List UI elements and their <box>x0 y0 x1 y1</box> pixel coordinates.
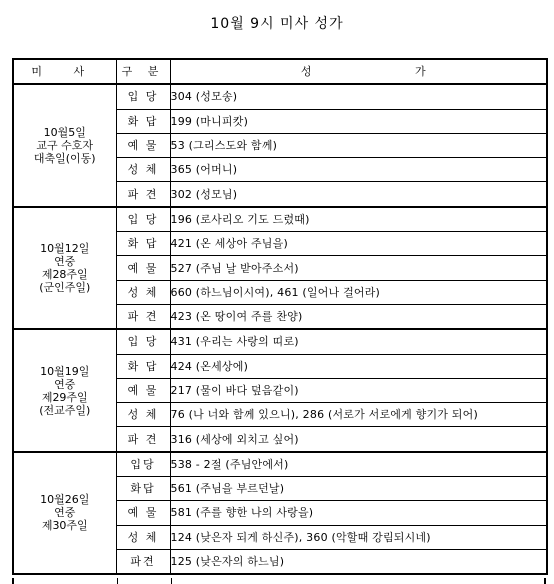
hymn-cell: 538 - 2절 (주님안에서) <box>170 452 547 477</box>
hymn-cell: 421 (온 세상아 주님을) <box>170 232 547 256</box>
part-cell: 화답 <box>116 477 170 501</box>
part-cell: 입당 <box>116 452 170 477</box>
mass-line: 교구 수호자 <box>36 139 94 153</box>
part-cell: 파견 <box>116 549 170 574</box>
hymn-cell: 217 (물이 바다 덮음같이) <box>170 378 547 402</box>
mass-cell <box>13 84 116 206</box>
hymn-cell: 424 (온세상에) <box>170 354 547 378</box>
hymn-cell: 365 (어머니) <box>170 158 547 182</box>
header-song <box>170 59 547 84</box>
mass-line: 10월5일 <box>43 126 86 140</box>
header-row <box>13 59 547 84</box>
table-row <box>13 329 547 354</box>
hymn-cell: 561 (주님을 부르던날) <box>170 477 547 501</box>
hymn-cell: 302 (성모님) <box>170 182 547 207</box>
part-cell: 화 답 <box>116 354 170 378</box>
table-continuation <box>12 578 546 584</box>
mass-line: 제30주일 <box>41 519 88 533</box>
mass-line: 연중 <box>54 506 76 520</box>
hymn-cell: 316 (세상에 외치고 싶어) <box>170 427 547 452</box>
mass-line: 10월26일 <box>40 493 90 507</box>
mass-line: 연중 <box>54 255 76 269</box>
table-row <box>13 452 547 477</box>
hymn-cell: 431 (우리는 사랑의 띠로) <box>170 329 547 354</box>
part-cell: 입 당 <box>116 207 170 232</box>
column-divider <box>117 578 118 584</box>
part-cell: 성 체 <box>116 158 170 182</box>
part-cell: 파 견 <box>116 427 170 452</box>
hymn-cell: 76 (나 너와 함께 있으니), 286 (서로가 서로에게 향기가 되어) <box>170 403 547 427</box>
part-cell: 성 체 <box>116 280 170 304</box>
mass-line: 제29주일 <box>41 390 88 404</box>
hymn-cell: 423 (온 땅이여 주를 찬양) <box>170 304 547 329</box>
mass-line: (군인주일) <box>39 281 91 295</box>
part-cell: 성 체 <box>116 525 170 549</box>
mass-line: (전교주일) <box>39 403 91 417</box>
hymn-cell: 660 (하느님이시여), 461 (일어나 걸어라) <box>170 280 547 304</box>
part-cell: 성 체 <box>116 403 170 427</box>
mass-line: 10월19일 <box>40 364 90 378</box>
hymn-table <box>12 58 548 575</box>
part-cell: 예 물 <box>116 501 170 525</box>
header-kind: 구 분 <box>116 59 170 84</box>
part-cell: 파 견 <box>116 182 170 207</box>
part-cell: 화 답 <box>116 232 170 256</box>
table-row <box>13 207 547 232</box>
part-cell: 입 당 <box>116 84 170 109</box>
part-cell: 화 답 <box>116 109 170 133</box>
mass-line: 대축일(이동) <box>33 152 96 166</box>
mass-cell <box>13 452 116 574</box>
mass-cell <box>13 329 116 451</box>
mass-line: 연중 <box>54 377 76 391</box>
hymn-cell: 53 (그리스도와 함께) <box>170 133 547 157</box>
column-divider <box>171 578 172 584</box>
table-row <box>13 84 547 109</box>
hymn-cell: 527 (주님 날 받아주소서) <box>170 256 547 280</box>
hymn-cell: 124 (낮은자 되게 하신주), 360 (악할때 강림되시네) <box>170 525 547 549</box>
part-cell: 파 견 <box>116 304 170 329</box>
mass-line: 제28주일 <box>41 268 88 282</box>
hymn-cell: 196 (로사리오 기도 드렸때) <box>170 207 547 232</box>
hymn-cell: 304 (성모송) <box>170 84 547 109</box>
hymn-cell: 199 (마니피캇) <box>170 109 547 133</box>
mass-line: 10월12일 <box>40 242 90 256</box>
part-cell: 예 물 <box>116 256 170 280</box>
page-title: 10월 9시 미사 성가 <box>210 16 344 32</box>
hymn-cell: 125 (낮은자의 하느님) <box>170 549 547 574</box>
hymn-cell: 581 (주를 향한 나의 사랑을) <box>170 501 547 525</box>
part-cell: 예 물 <box>116 133 170 157</box>
part-cell: 입 당 <box>116 329 170 354</box>
header-song-label: 성 가 <box>300 65 476 79</box>
header-mass: 미 사 <box>13 59 116 84</box>
part-cell: 예 물 <box>116 378 170 402</box>
mass-cell <box>13 207 116 329</box>
